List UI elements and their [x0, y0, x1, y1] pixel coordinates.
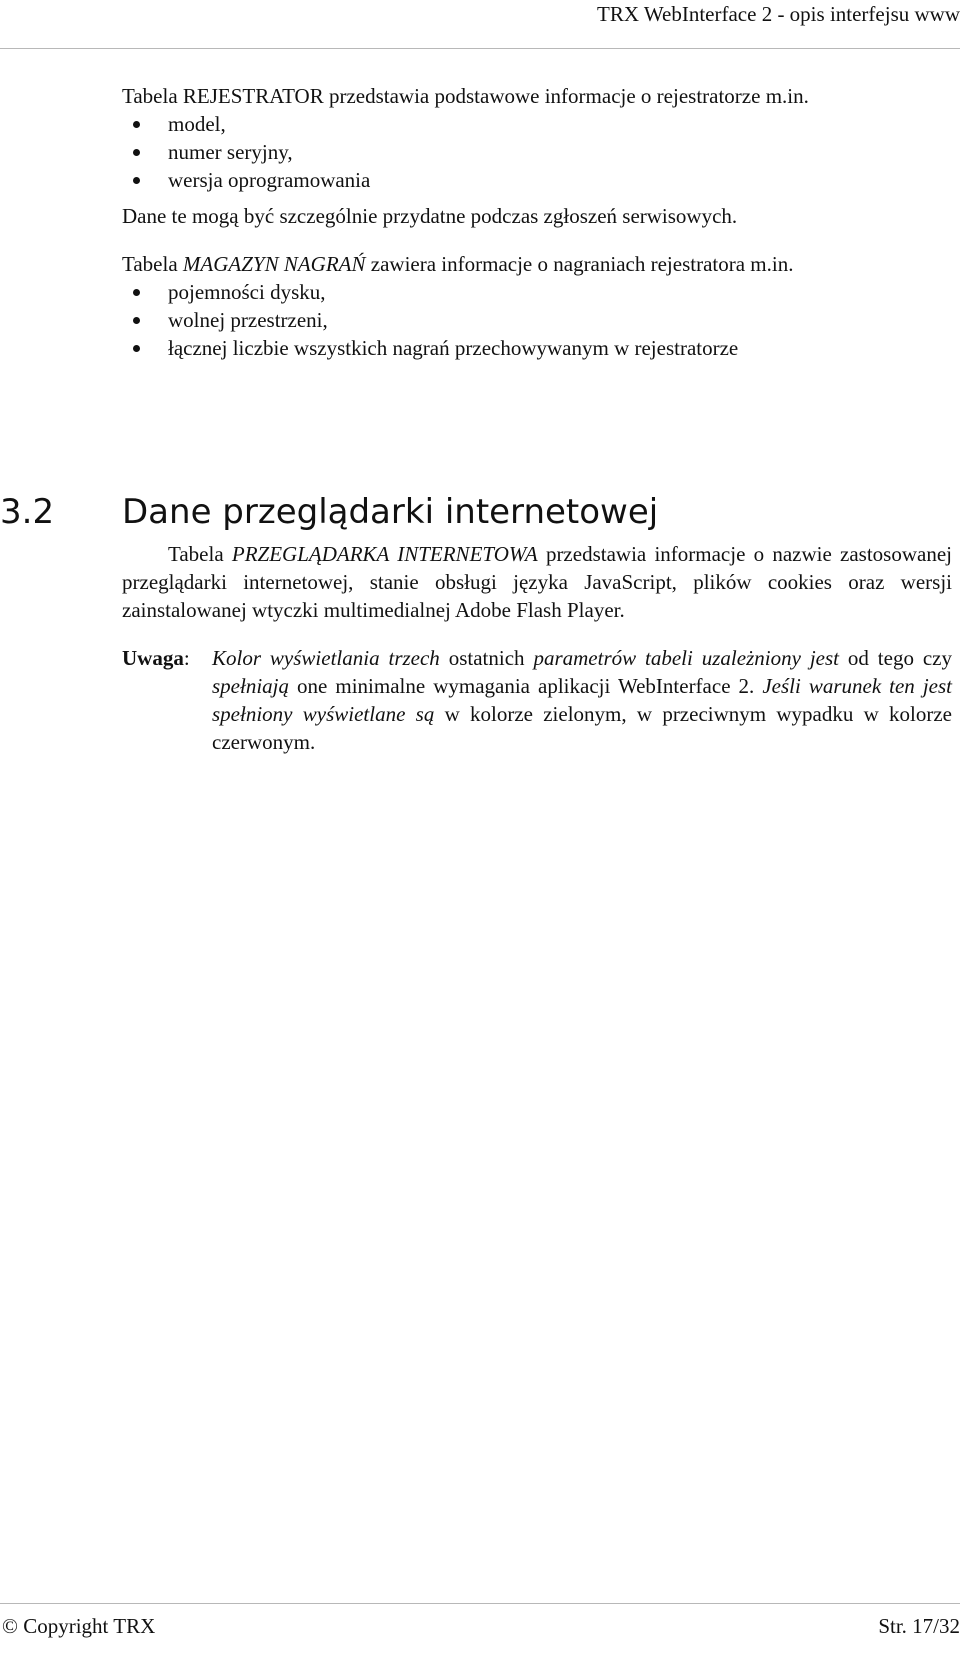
- browser-description: Tabela PRZEGLĄDARKA INTERNETOWA przedstawia informacje o nazwie zastosowanej przeglądarki internetowej, stanie obsługi języka JavaScript, plików cookies oraz wersji zainstalowanej wtyczki multimedialnej Adobe Flash Player.: [122, 542, 952, 622]
- list-item: wersja oprogramowania: [122, 166, 960, 194]
- rejestrator-intro: Tabela REJESTRATOR przedstawia podstawowe informacje o rejestratorze m.in.: [122, 84, 809, 108]
- list-item: numer seryjny,: [122, 138, 960, 166]
- bullet-icon: [133, 149, 140, 156]
- bullet-icon: [133, 289, 140, 296]
- copyright: © Copyright TRX: [2, 1614, 156, 1638]
- table-name: PRZEGLĄDARKA INTERNETOWA: [231, 542, 538, 566]
- document-title: TRX WebInterface 2 - opis interfejsu www: [597, 2, 960, 26]
- magazyn-intro: Tabela MAGAZYN NAGRAŃ zawiera informacje o nagraniach rejestratora m.in.: [122, 252, 794, 276]
- bullet-icon: [133, 345, 140, 352]
- page-number: Str. 17/32: [878, 1614, 960, 1638]
- list-item: łącznej liczbie wszystkich nagrań przechowywanym w rejestratorze: [122, 334, 960, 362]
- page-footer: [0, 1603, 960, 1654]
- rejestrator-list: [122, 110, 960, 194]
- magazyn-list: [122, 278, 960, 362]
- bullet-icon: [133, 317, 140, 324]
- bullet-icon: [133, 177, 140, 184]
- section-body: [122, 540, 960, 756]
- uwaga-text: Kolor wyświetlania trzech ostatnich parametrów tabeli uzależniony jest od tego czy spełniają one minimalne wymagania aplikacji WebInterface 2. Jeśli warunek ten jest spełniony wyświetlane są w kolorze zielonym, w przeciwnym wypadku w kolorze czerwonym.: [212, 646, 952, 754]
- main-content: [122, 82, 960, 362]
- rejestrator-note: Dane te mogą być szczególnie przydatne podczas zgłoszeń serwisowych.: [122, 204, 738, 228]
- section-number: 3.2: [0, 492, 55, 533]
- list-item: pojemności dysku,: [122, 278, 960, 306]
- list-item: model,: [122, 110, 960, 138]
- page-header: [0, 0, 960, 49]
- section-title: Dane przeglądarki internetowej: [122, 492, 659, 533]
- list-item: wolnej przestrzeni,: [122, 306, 960, 334]
- uwaga-note: [122, 644, 952, 756]
- uwaga-label: Uwaga:: [122, 646, 190, 670]
- table-name: MAGAZYN NAGRAŃ: [182, 252, 366, 276]
- bullet-icon: [133, 121, 140, 128]
